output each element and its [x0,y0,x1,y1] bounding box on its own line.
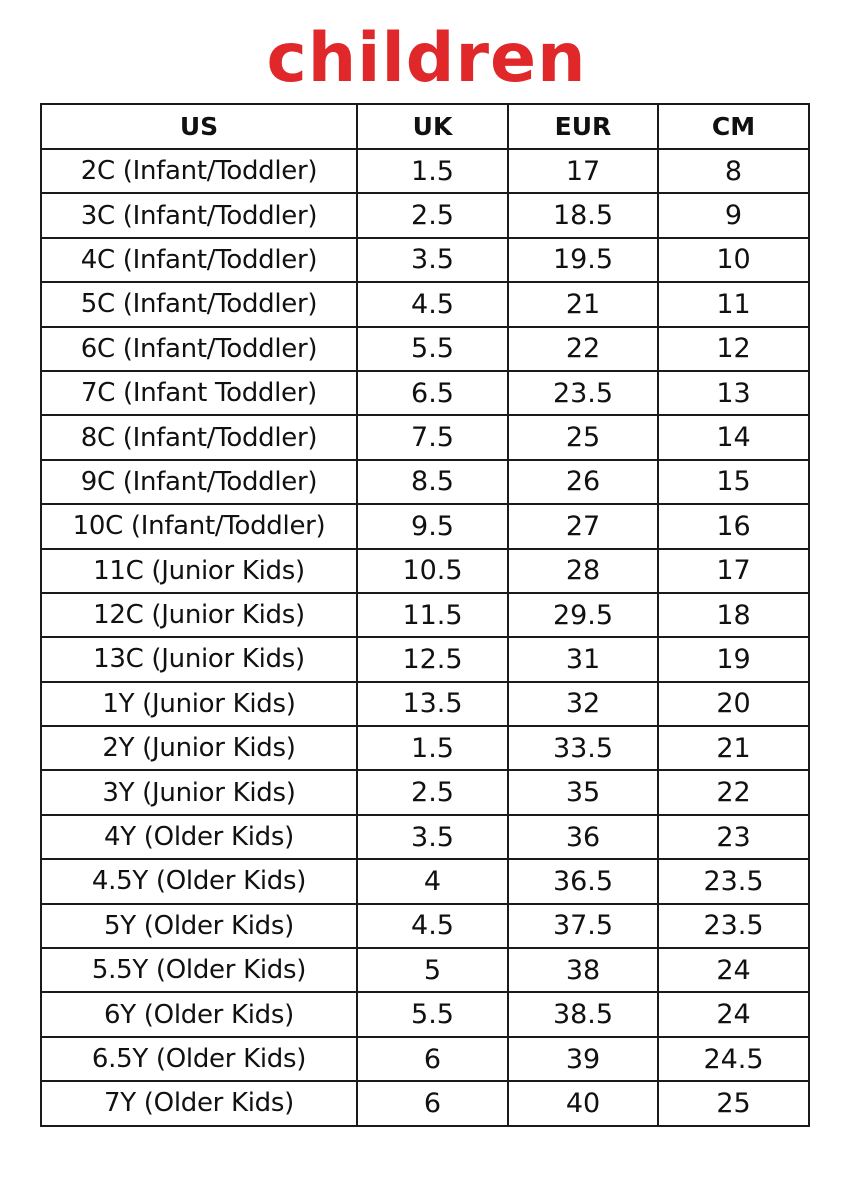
cell-us: 6.5Y (Older Kids) [41,1037,357,1081]
cell-uk: 8.5 [357,460,508,504]
cell-cm: 10 [658,238,809,282]
cell-uk: 2.5 [357,193,508,237]
cell-uk: 3.5 [357,238,508,282]
cell-eur: 31 [508,637,658,681]
cell-us: 6Y (Older Kids) [41,992,357,1036]
table-row [41,948,809,992]
cell-cm: 8 [658,149,809,193]
cell-us: 4.5Y (Older Kids) [41,859,357,903]
cell-cm: 14 [658,415,809,459]
table-row [41,815,809,859]
cell-eur: 26 [508,460,658,504]
cell-eur: 21 [508,282,658,326]
cell-eur: 35 [508,770,658,814]
cell-us: 3Y (Junior Kids) [41,770,357,814]
cell-uk: 13.5 [357,682,508,726]
table-row [41,371,809,415]
cell-eur: 28 [508,549,658,593]
size-chart-table [40,103,810,1127]
cell-cm: 23.5 [658,859,809,903]
cell-uk: 11.5 [357,593,508,637]
cell-uk: 5.5 [357,992,508,1036]
cell-eur: 17 [508,149,658,193]
cell-us: 4Y (Older Kids) [41,815,357,859]
cell-us: 7Y (Older Kids) [41,1081,357,1125]
cell-us: 5.5Y (Older Kids) [41,948,357,992]
table-row [41,904,809,948]
table-row [41,992,809,1036]
header-uk: UK [357,104,508,149]
cell-cm: 18 [658,593,809,637]
cell-us: 4C (Infant/Toddler) [41,238,357,282]
table-row [41,682,809,726]
cell-uk: 12.5 [357,637,508,681]
table-row [41,193,809,237]
cell-cm: 23 [658,815,809,859]
cell-uk: 7.5 [357,415,508,459]
cell-uk: 2.5 [357,770,508,814]
header-cm: CM [658,104,809,149]
cell-us: 2Y (Junior Kids) [41,726,357,770]
cell-cm: 19 [658,637,809,681]
cell-eur: 37.5 [508,904,658,948]
table-row [41,549,809,593]
cell-eur: 22 [508,327,658,371]
cell-cm: 11 [658,282,809,326]
cell-uk: 1.5 [357,726,508,770]
table-row [41,282,809,326]
cell-us: 6C (Infant/Toddler) [41,327,357,371]
cell-eur: 23.5 [508,371,658,415]
cell-uk: 9.5 [357,504,508,548]
header-us: US [41,104,357,149]
cell-eur: 36 [508,815,658,859]
cell-eur: 19.5 [508,238,658,282]
cell-uk: 1.5 [357,149,508,193]
cell-us: 12C (Junior Kids) [41,593,357,637]
cell-eur: 33.5 [508,726,658,770]
cell-us: 5C (Infant/Toddler) [41,282,357,326]
cell-eur: 27 [508,504,658,548]
cell-eur: 18.5 [508,193,658,237]
cell-uk: 4 [357,859,508,903]
table-row [41,149,809,193]
cell-cm: 17 [658,549,809,593]
cell-uk: 4.5 [357,282,508,326]
cell-eur: 39 [508,1037,658,1081]
cell-cm: 22 [658,770,809,814]
cell-eur: 25 [508,415,658,459]
cell-cm: 21 [658,726,809,770]
cell-eur: 36.5 [508,859,658,903]
cell-uk: 4.5 [357,904,508,948]
table-row [41,637,809,681]
cell-uk: 3.5 [357,815,508,859]
page-title: children [266,19,587,98]
cell-us: 7C (Infant Toddler) [41,371,357,415]
cell-us: 2C (Infant/Toddler) [41,149,357,193]
table-row [41,504,809,548]
cell-us: 1Y (Junior Kids) [41,682,357,726]
cell-eur: 32 [508,682,658,726]
table-row [41,415,809,459]
table-row [41,1037,809,1081]
cell-eur: 38 [508,948,658,992]
cell-cm: 25 [658,1081,809,1125]
cell-uk: 6 [357,1037,508,1081]
cell-cm: 24 [658,948,809,992]
cell-cm: 13 [658,371,809,415]
table-row [41,726,809,770]
cell-cm: 20 [658,682,809,726]
cell-eur: 38.5 [508,992,658,1036]
table-row [41,1081,809,1125]
table-row [41,859,809,903]
cell-cm: 24.5 [658,1037,809,1081]
cell-us: 9C (Infant/Toddler) [41,460,357,504]
cell-us: 3C (Infant/Toddler) [41,193,357,237]
table-row [41,770,809,814]
cell-uk: 5 [357,948,508,992]
cell-cm: 23.5 [658,904,809,948]
cell-us: 5Y (Older Kids) [41,904,357,948]
cell-us: 13C (Junior Kids) [41,637,357,681]
table-row [41,593,809,637]
cell-cm: 9 [658,193,809,237]
cell-cm: 24 [658,992,809,1036]
cell-uk: 6 [357,1081,508,1125]
table-row [41,238,809,282]
cell-cm: 12 [658,327,809,371]
cell-cm: 15 [658,460,809,504]
cell-us: 11C (Junior Kids) [41,549,357,593]
cell-cm: 16 [658,504,809,548]
table-body [41,149,809,1126]
header-row [41,104,809,149]
cell-us: 10C (Infant/Toddler) [41,504,357,548]
cell-uk: 6.5 [357,371,508,415]
cell-uk: 5.5 [357,327,508,371]
cell-eur: 40 [508,1081,658,1125]
table-row [41,327,809,371]
table-row [41,460,809,504]
cell-eur: 29.5 [508,593,658,637]
cell-uk: 10.5 [357,549,508,593]
cell-us: 8C (Infant/Toddler) [41,415,357,459]
header-eur: EUR [508,104,658,149]
